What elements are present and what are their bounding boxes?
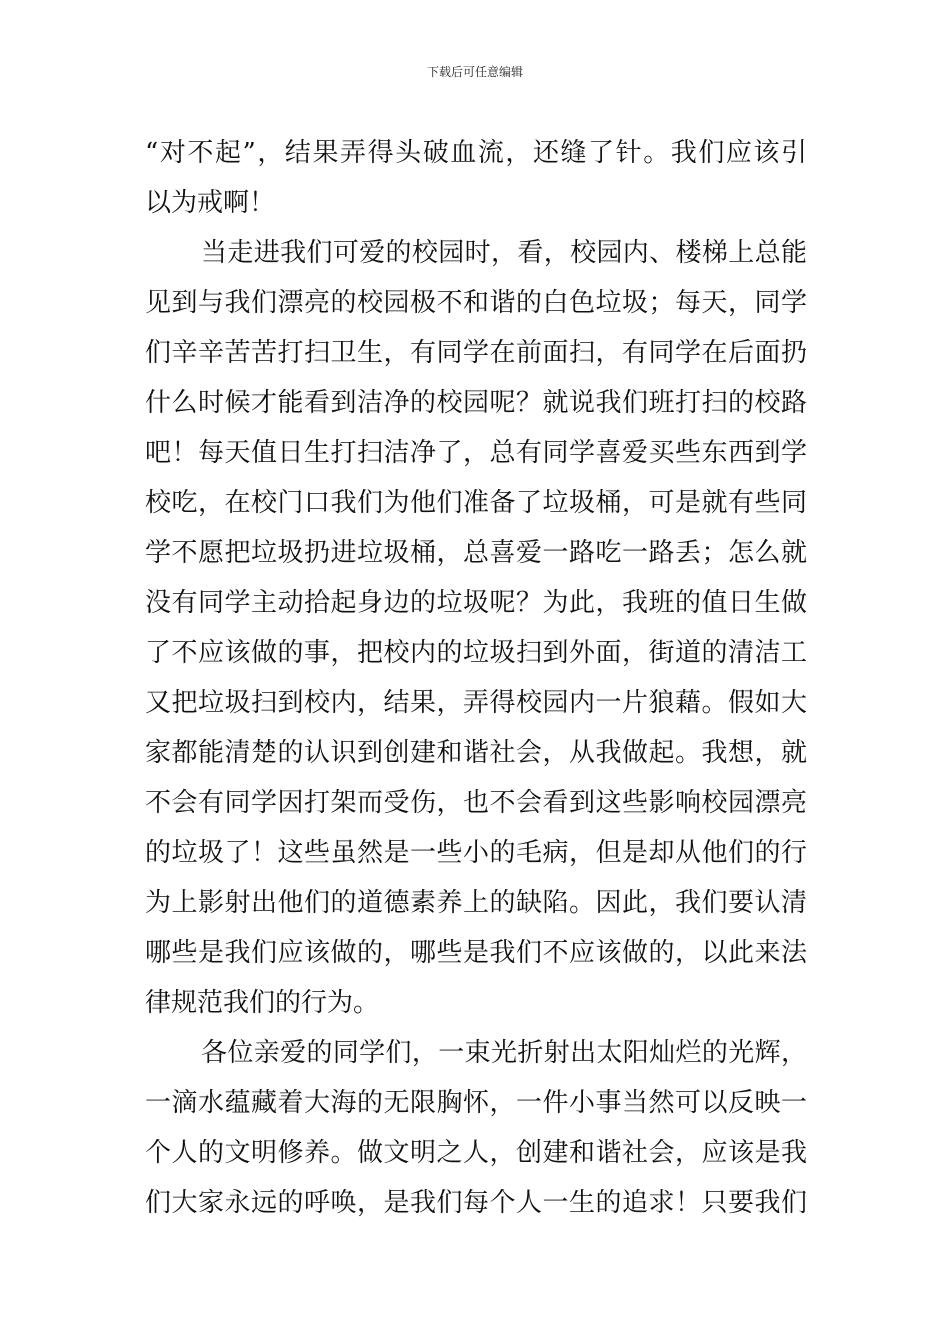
text-line: 了不应该做的事，把校内的垃圾扫到外面，街道的清洁工: [145, 638, 807, 668]
text-line: 的垃圾了！这些虽然是一些小的毛病，但是却从他们的行: [145, 838, 807, 868]
text-line: 们辛辛苦苦打扫卫生，有同学在前面扫，有同学在后面扔: [145, 338, 807, 368]
text-line: 不会有同学因打架而受伤，也不会看到这些影响校园漂亮: [145, 788, 807, 818]
paragraph-first-line: 各位亲爱的同学们，一束光折射出太阳灿烂的光辉，: [201, 1038, 807, 1068]
text-line: 律规范我们的行为。: [145, 988, 380, 1018]
body-text: [145, 128, 807, 1228]
text-line: 校吃，在校门口我们为他们准备了垃圾桶，可是就有些同: [145, 488, 807, 518]
text-line: 没有同学主动拾起身边的垃圾呢？为此，我班的值日生做: [145, 588, 807, 618]
text-line: 什么时候才能看到洁净的校园呢？就说我们班打扫的校路: [145, 388, 807, 418]
text-line: 一滴水蕴藏着大海的无限胸怀，一件小事当然可以反映一: [145, 1088, 807, 1118]
text-line: 见到与我们漂亮的校园极不和谐的白色垃圾；每天，同学: [145, 288, 807, 318]
text-line: 吧！每天值日生打扫洁净了，总有同学喜爱买些东西到学: [145, 438, 807, 468]
text-line: 个人的文明修养。做文明之人，创建和谐社会，应该是我: [145, 1138, 807, 1168]
text-line: 们大家永远的呼唤，是我们每个人一生的追求！只要我们: [145, 1188, 807, 1218]
text-line: 为上影射出他们的道德素养上的缺陷。因此，我们要认清: [145, 888, 807, 918]
text-line: 学不愿把垃圾扔进垃圾桶，总喜爱一路吃一路丢；怎么就: [145, 538, 807, 568]
text-line: 以为戒啊！: [145, 188, 276, 218]
text-line: 家都能清楚的认识到创建和谐社会，从我做起。我想，就: [145, 738, 807, 768]
page-header: 下载后可任意编辑: [426, 65, 523, 79]
text-line: “对不起”，结果弄得头破血流，还缝了针。我们应该引: [145, 138, 807, 168]
paragraph-first-line: 当走进我们可爱的校园时，看，校园内、楼梯上总能: [201, 238, 807, 268]
text-line: 又把垃圾扫到校内，结果，弄得校园内一片狼藉。假如大: [145, 688, 807, 718]
text-line: 哪些是我们应该做的，哪些是我们不应该做的，以此来法: [145, 938, 807, 968]
